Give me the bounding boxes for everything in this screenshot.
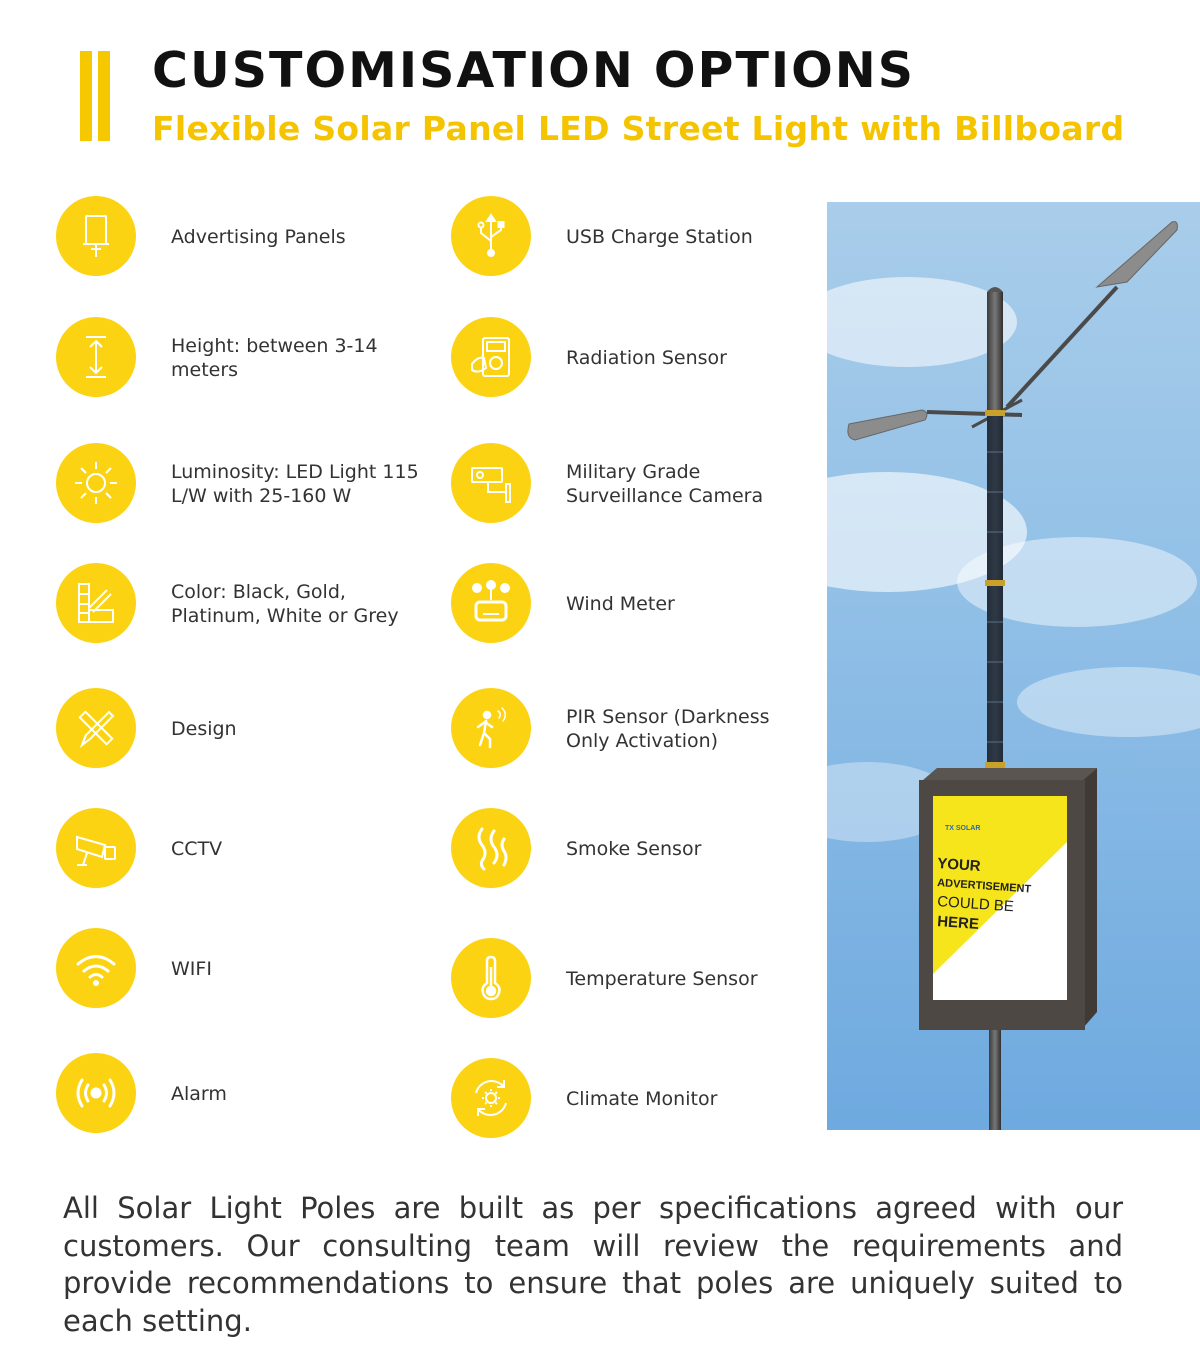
option-label: Color: Black, Gold, Platinum, White or Grey [171, 581, 399, 627]
cctv-camera-icon [56, 808, 136, 888]
option-label: WIFI [171, 958, 212, 980]
option-label: USB Charge Station [566, 226, 753, 248]
page-subtitle: Flexible Solar Panel LED Street Light with Billboard [152, 109, 1125, 148]
option-label: CCTV [171, 838, 223, 860]
alarm-icon [56, 1053, 136, 1133]
option-label: Smoke Sensor [566, 838, 702, 860]
option-label: Military Grade Surveillance Camera [566, 461, 764, 507]
option-label: Wind Meter [566, 593, 675, 615]
thermometer-icon [451, 938, 531, 1018]
ad-line-1: YOUR [936, 855, 982, 876]
usb-icon [451, 196, 531, 276]
street-light-photo [827, 202, 1200, 1130]
height-arrow-icon [56, 317, 136, 397]
option-label: Temperature Sensor [566, 968, 758, 990]
color-swatch-icon [56, 563, 136, 643]
option-label: Luminosity: LED Light 115 L/W with 25-160 W [171, 461, 419, 507]
climate-icon [451, 1058, 531, 1138]
brand-text: TX SOLAR [945, 825, 981, 832]
option-label: Radiation Sensor [566, 347, 727, 369]
radiation-meter-icon [451, 317, 531, 397]
ruler-pencil-icon [56, 688, 136, 768]
page-title: CUSTOMISATION OPTIONS [152, 42, 916, 99]
option-label: Height: between 3-14 meters [171, 335, 378, 381]
option-label: Advertising Panels [171, 226, 346, 248]
header-accent-bars [80, 51, 110, 141]
ad-line-4: HERE [936, 913, 980, 933]
sun-icon [56, 443, 136, 523]
smoke-icon [451, 808, 531, 888]
surveillance-camera-icon [451, 443, 531, 523]
motion-sensor-icon [451, 688, 531, 768]
billboard-icon [56, 196, 136, 276]
wifi-icon [56, 928, 136, 1008]
ad-line-2: ADVERTISEMENT [936, 877, 1032, 896]
footer-paragraph: All Solar Light Poles are built as per specifications agreed with our customers. Our consulting team will review the requirements and provide recommendations to ensure that poles are uniquely suited to each setting. [63, 1191, 1123, 1338]
option-label: Design [171, 718, 237, 740]
ad-line-3: COULD BE [936, 893, 1015, 916]
option-label: Alarm [171, 1083, 227, 1105]
option-label: PIR Sensor (Darkness Only Activation) [566, 706, 770, 752]
wind-meter-icon [451, 563, 531, 643]
option-label: Climate Monitor [566, 1088, 718, 1110]
